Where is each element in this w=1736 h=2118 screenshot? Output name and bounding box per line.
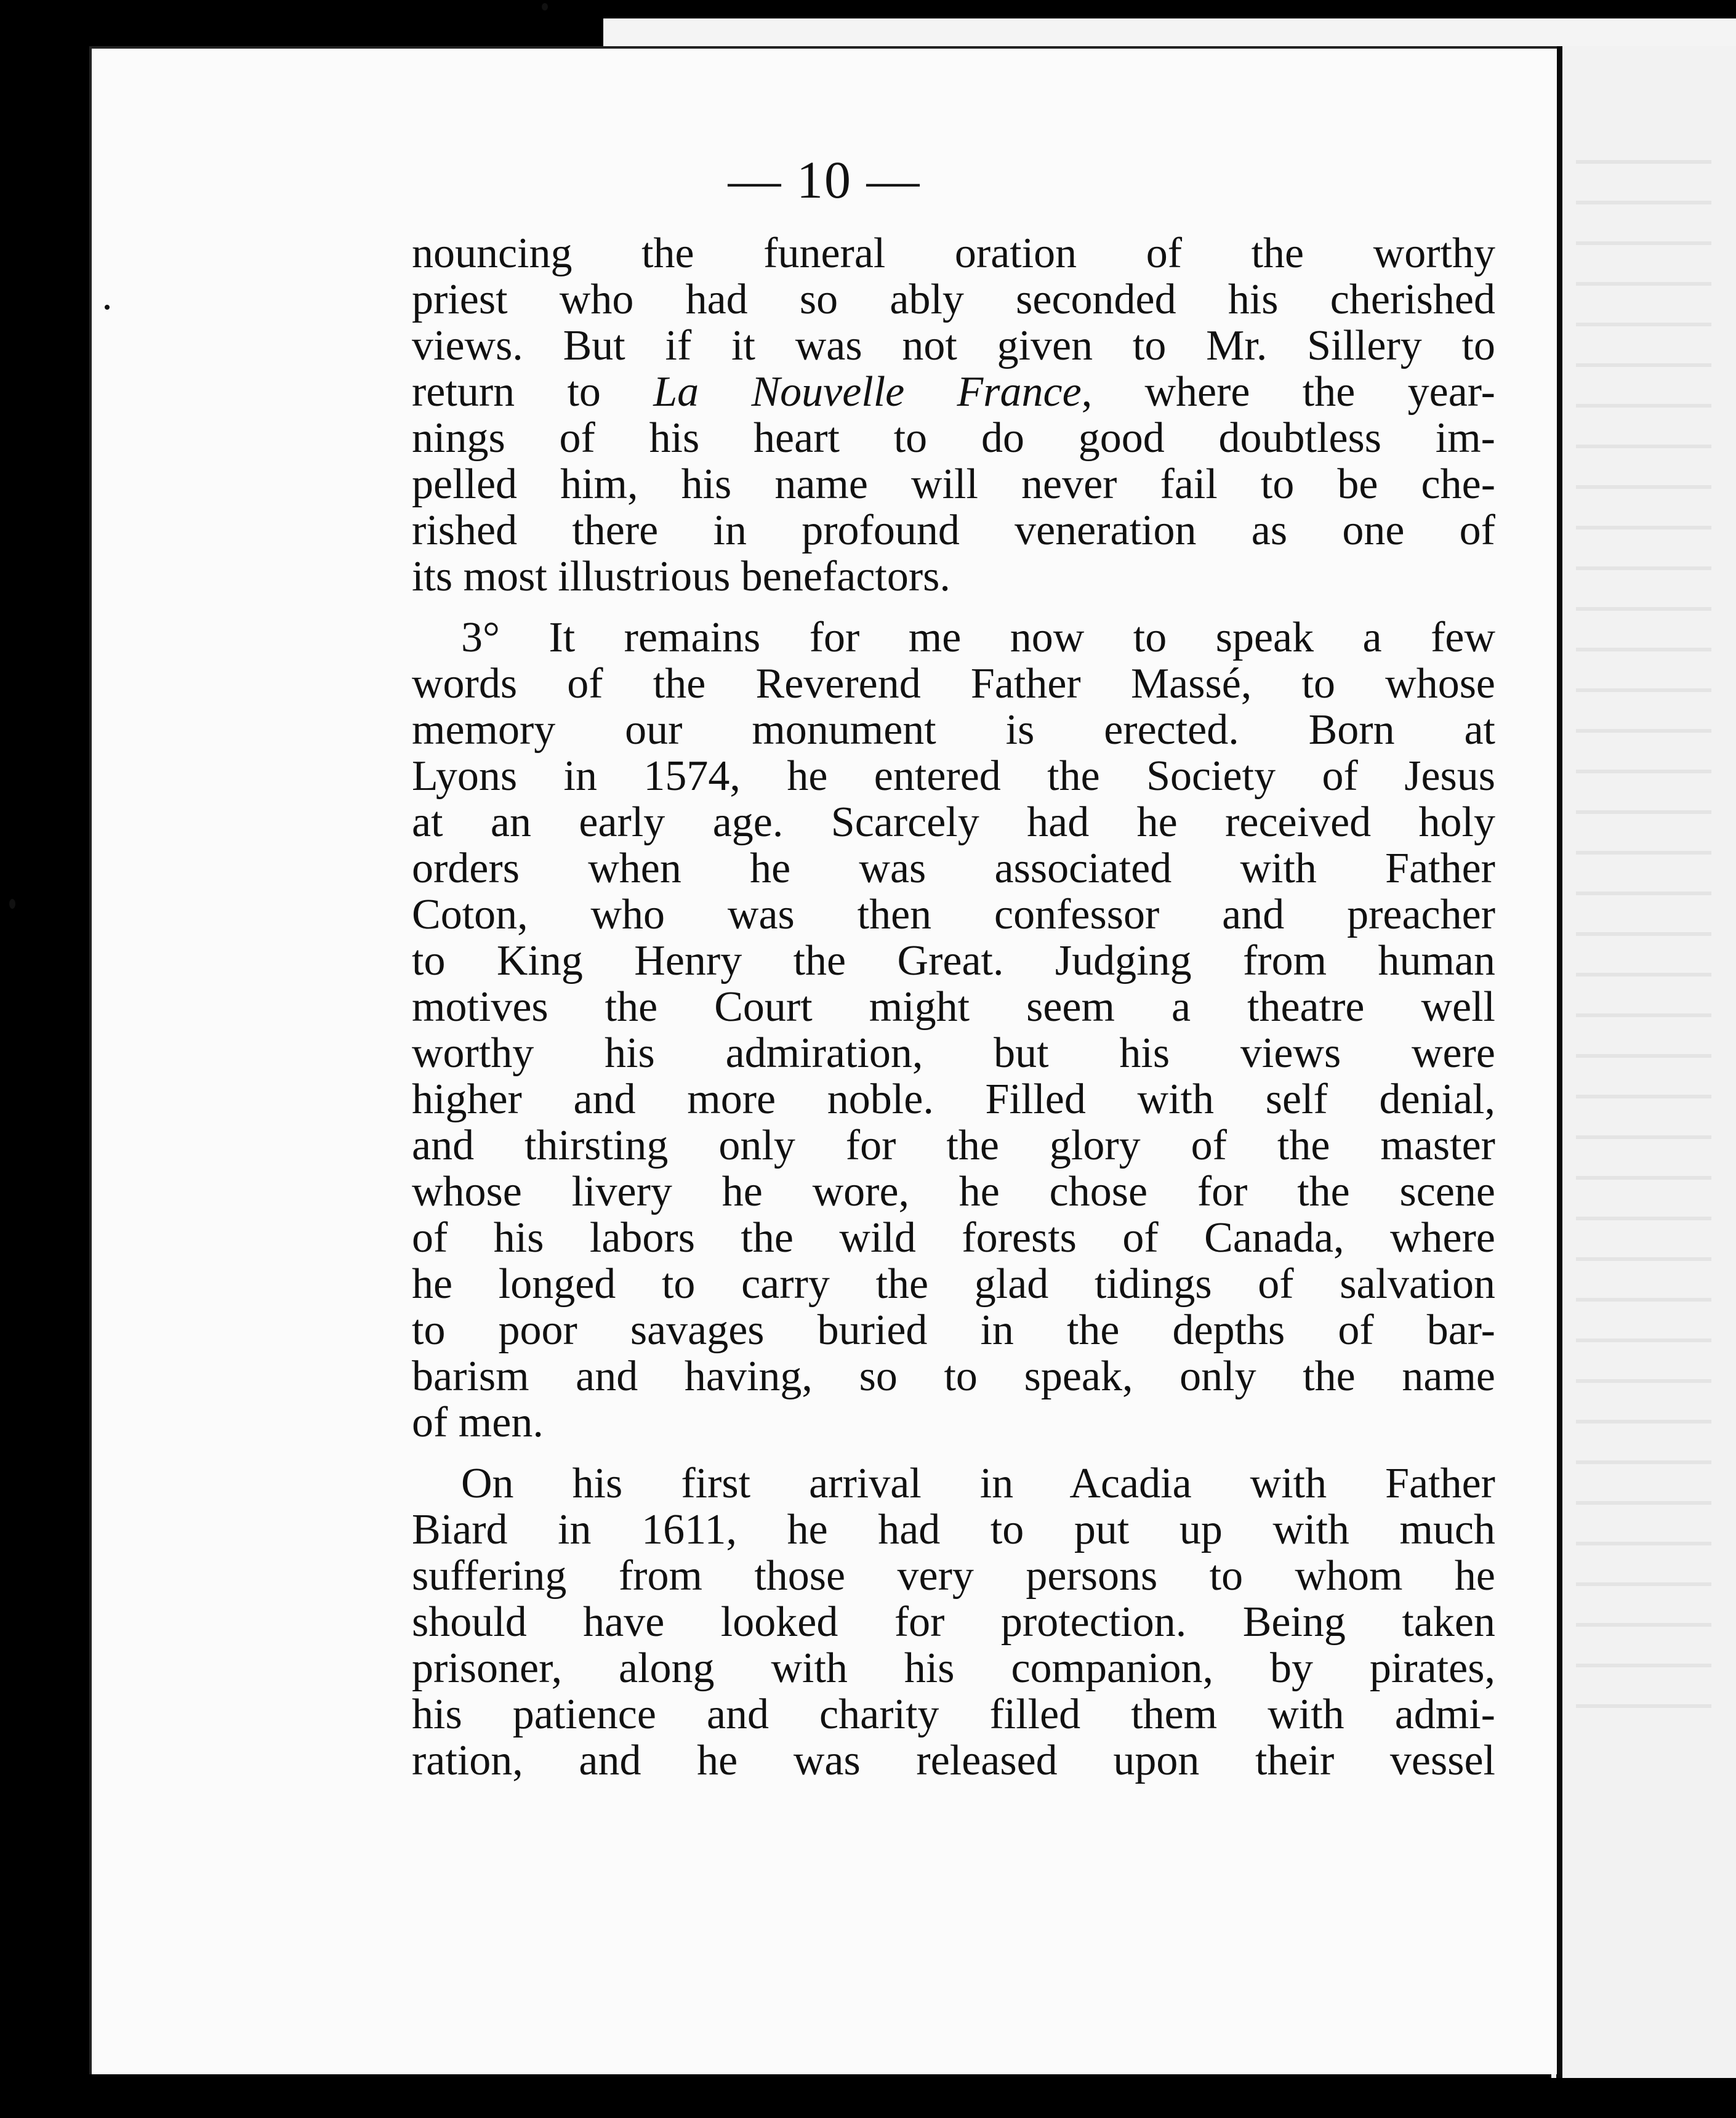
scan-speck bbox=[9, 899, 15, 909]
text-line: at an early age. Scarcely had he received holy bbox=[412, 799, 1495, 846]
text-line: of men. bbox=[412, 1399, 544, 1446]
text-line: prisoner, along with his companion, by pirates, bbox=[412, 1645, 1495, 1692]
adjacent-sheet-edge bbox=[603, 18, 1736, 50]
body-text bbox=[412, 230, 1495, 1784]
paragraph-3 bbox=[412, 1460, 1495, 1784]
text-line-with-italic: return to La Nouvelle France, where the year- bbox=[412, 368, 1495, 416]
text-line: nings of his heart to do good doubtless im- bbox=[412, 414, 1495, 462]
text-line: pelled him, his name will never fail to be che- bbox=[412, 461, 1495, 508]
scan-speck bbox=[105, 305, 110, 310]
scan-speck bbox=[542, 3, 548, 10]
facing-page-bleedthrough bbox=[1576, 123, 1711, 1724]
text-line: Biard in 1611, he had to put up with much bbox=[412, 1506, 1495, 1553]
text-line: orders when he was associated with Father bbox=[412, 845, 1495, 892]
text-line: suffering from those very persons to whom he bbox=[412, 1552, 1495, 1600]
text-line: Lyons in 1574, he entered the Society of Jesus bbox=[412, 752, 1495, 800]
italic-title: La Nouvelle France bbox=[653, 368, 1082, 416]
text-line: and thirsting only for the glory of the master bbox=[412, 1122, 1495, 1169]
text-line: he longed to carry the glad tidings of salvation bbox=[412, 1260, 1495, 1308]
page-number: — 10 — bbox=[728, 150, 921, 209]
paragraph-1 bbox=[412, 230, 1495, 600]
text-line: motives the Court might seem a theatre well bbox=[412, 983, 1495, 1031]
text-line: Coton, who was then confessor and preacher bbox=[412, 891, 1495, 938]
text-line: 3° It remains for me now to speak a few bbox=[461, 614, 1495, 661]
text-line: to poor savages buried in the depths of bar- bbox=[412, 1307, 1495, 1354]
text-line: barism and having, so to speak, only the name bbox=[412, 1353, 1495, 1400]
text-line: priest who had so ably seconded his cherished bbox=[412, 276, 1495, 323]
text-line: his patience and charity filled them with admi- bbox=[412, 1691, 1495, 1738]
text-line: worthy his admiration, but his views were bbox=[412, 1029, 1495, 1077]
text-line: views. But if it was not given to Mr. Sillery to bbox=[412, 322, 1495, 369]
text-line: of his labors the wild forests of Canada, where bbox=[412, 1214, 1495, 1262]
text-line: memory our monument is erected. Born at bbox=[412, 706, 1495, 754]
text-line: nouncing the funeral oration of the worthy bbox=[412, 230, 1495, 277]
text-line: whose livery he wore, he chose for the scene bbox=[412, 1168, 1495, 1215]
text-line: its most illustrious benefactors. bbox=[412, 553, 950, 600]
text-line: to King Henry the Great. Judging from human bbox=[412, 937, 1495, 985]
paragraph-2 bbox=[412, 614, 1495, 1446]
page-gutter-edge bbox=[1556, 46, 1562, 2078]
text-line: words of the Reverend Father Massé, to whose bbox=[412, 660, 1495, 707]
text-line: rished there in profound veneration as one of bbox=[412, 507, 1495, 554]
text-line: On his first arrival in Acadia with Father bbox=[461, 1460, 1495, 1507]
book-page bbox=[89, 46, 1557, 2074]
text-line: ration, and he was released upon their vessel bbox=[412, 1737, 1495, 1784]
text-line: higher and more noble. Filled with self denial, bbox=[412, 1076, 1495, 1123]
text-line: should have looked for protection. Being taken bbox=[412, 1598, 1495, 1646]
